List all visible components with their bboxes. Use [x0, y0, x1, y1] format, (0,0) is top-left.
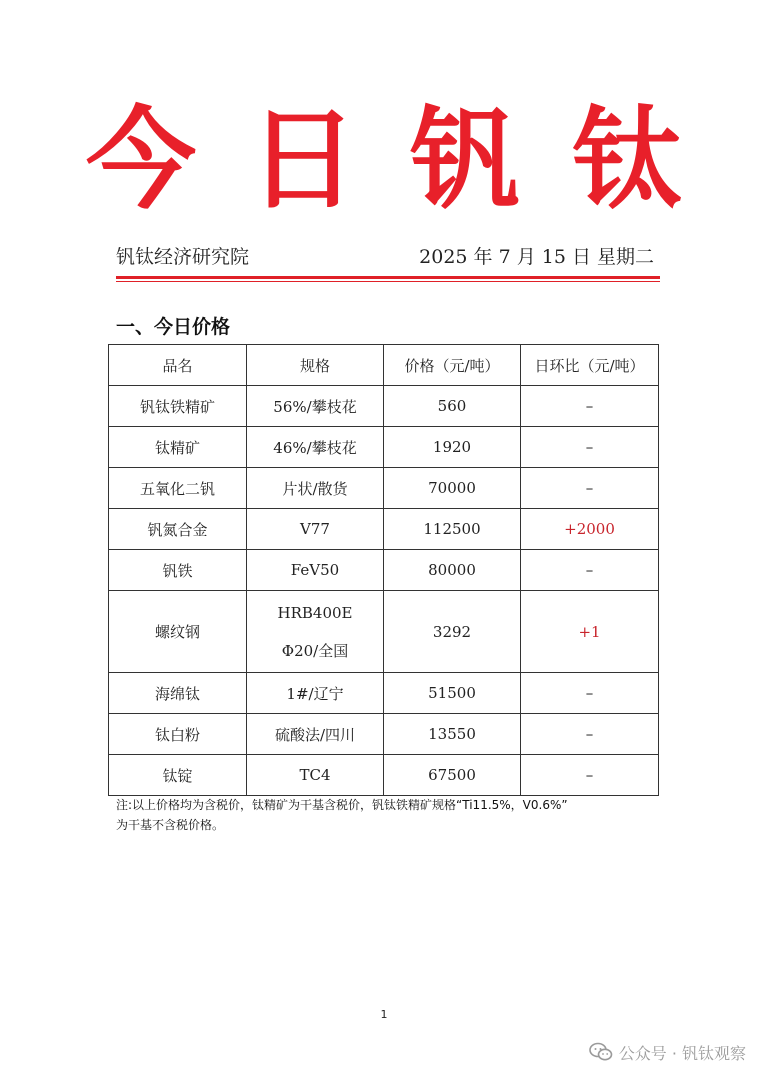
price-change: –	[521, 386, 659, 427]
watermark	[589, 1040, 746, 1064]
table-row	[109, 427, 659, 468]
table-header-row	[109, 345, 659, 386]
product-name: 钛白粉	[109, 714, 247, 755]
price-note-line2: 为干基不含税价格。	[116, 818, 225, 832]
price-change: –	[521, 427, 659, 468]
product-price: 70000	[384, 468, 521, 509]
product-spec-line1: HRB400E	[277, 603, 353, 622]
table-row	[109, 509, 659, 550]
organization-name: 钒钛经济研究院	[116, 246, 250, 268]
product-spec: 46%/攀枝花	[247, 427, 384, 468]
price-change: –	[521, 550, 659, 591]
table-row	[109, 468, 659, 509]
price-change: +2000	[521, 509, 659, 550]
price-table	[108, 344, 659, 796]
product-spec: V77	[247, 509, 384, 550]
table-row	[109, 714, 659, 755]
product-name: 钒铁	[109, 550, 247, 591]
watermark-text: 公众号 · 钒钛观察	[618, 1043, 746, 1063]
header-rule-thin	[116, 281, 660, 282]
product-name: 五氧化二钒	[109, 468, 247, 509]
product-price: 51500	[384, 673, 521, 714]
table-row	[109, 550, 659, 591]
product-spec: 硫酸法/四川	[247, 714, 384, 755]
price-note-line1: 注:以上价格均为含税价，钛精矿为干基含税价，钒钛铁精矿规格“Ti11.5%，V0.6%”	[116, 798, 568, 812]
price-change: +1	[521, 591, 659, 673]
product-spec: FeV50	[247, 550, 384, 591]
column-header-change: 日环比（元/吨）	[521, 345, 659, 386]
table-row	[109, 755, 659, 796]
product-price: 13550	[384, 714, 521, 755]
header-rule-thick	[116, 276, 660, 279]
wechat-icon	[589, 1042, 613, 1062]
price-change: –	[521, 673, 659, 714]
header-subline	[116, 244, 654, 270]
product-price: 560	[384, 386, 521, 427]
column-header-name: 品名	[109, 345, 247, 386]
product-name: 螺纹钢	[109, 591, 247, 673]
page-number: 1	[380, 1008, 388, 1021]
product-price: 67500	[384, 755, 521, 796]
masthead-char: 今	[86, 95, 222, 224]
masthead-title	[0, 95, 768, 224]
product-name: 钒氮合金	[109, 509, 247, 550]
product-spec: 片状/散货	[247, 468, 384, 509]
column-header-price: 价格（元/吨）	[384, 345, 521, 386]
table-row	[109, 386, 659, 427]
column-header-spec: 规格	[247, 345, 384, 386]
price-change: –	[521, 755, 659, 796]
price-note	[116, 795, 656, 835]
product-spec-line2: Φ20/全国	[281, 641, 349, 660]
product-price: 3292	[384, 591, 521, 673]
masthead-char: 钒	[410, 95, 546, 224]
product-price: 80000	[384, 550, 521, 591]
price-change: –	[521, 468, 659, 509]
section-title: 一、今日价格	[116, 316, 231, 338]
product-price: 1920	[384, 427, 521, 468]
product-name: 钛精矿	[109, 427, 247, 468]
product-name: 海绵钛	[109, 673, 247, 714]
product-price: 112500	[384, 509, 521, 550]
product-spec: TC4	[247, 755, 384, 796]
price-change: –	[521, 714, 659, 755]
product-spec: 56%/攀枝花	[247, 386, 384, 427]
masthead-char: 钛	[572, 95, 708, 224]
product-name: 钒钛铁精矿	[109, 386, 247, 427]
issue-date: 2025 年 7 月 15 日 星期二	[419, 246, 654, 268]
product-name: 钛锭	[109, 755, 247, 796]
table-row	[109, 673, 659, 714]
product-spec	[247, 591, 384, 673]
table-row	[109, 591, 659, 673]
product-spec: 1#/辽宁	[247, 673, 384, 714]
masthead-char: 日	[248, 95, 384, 224]
